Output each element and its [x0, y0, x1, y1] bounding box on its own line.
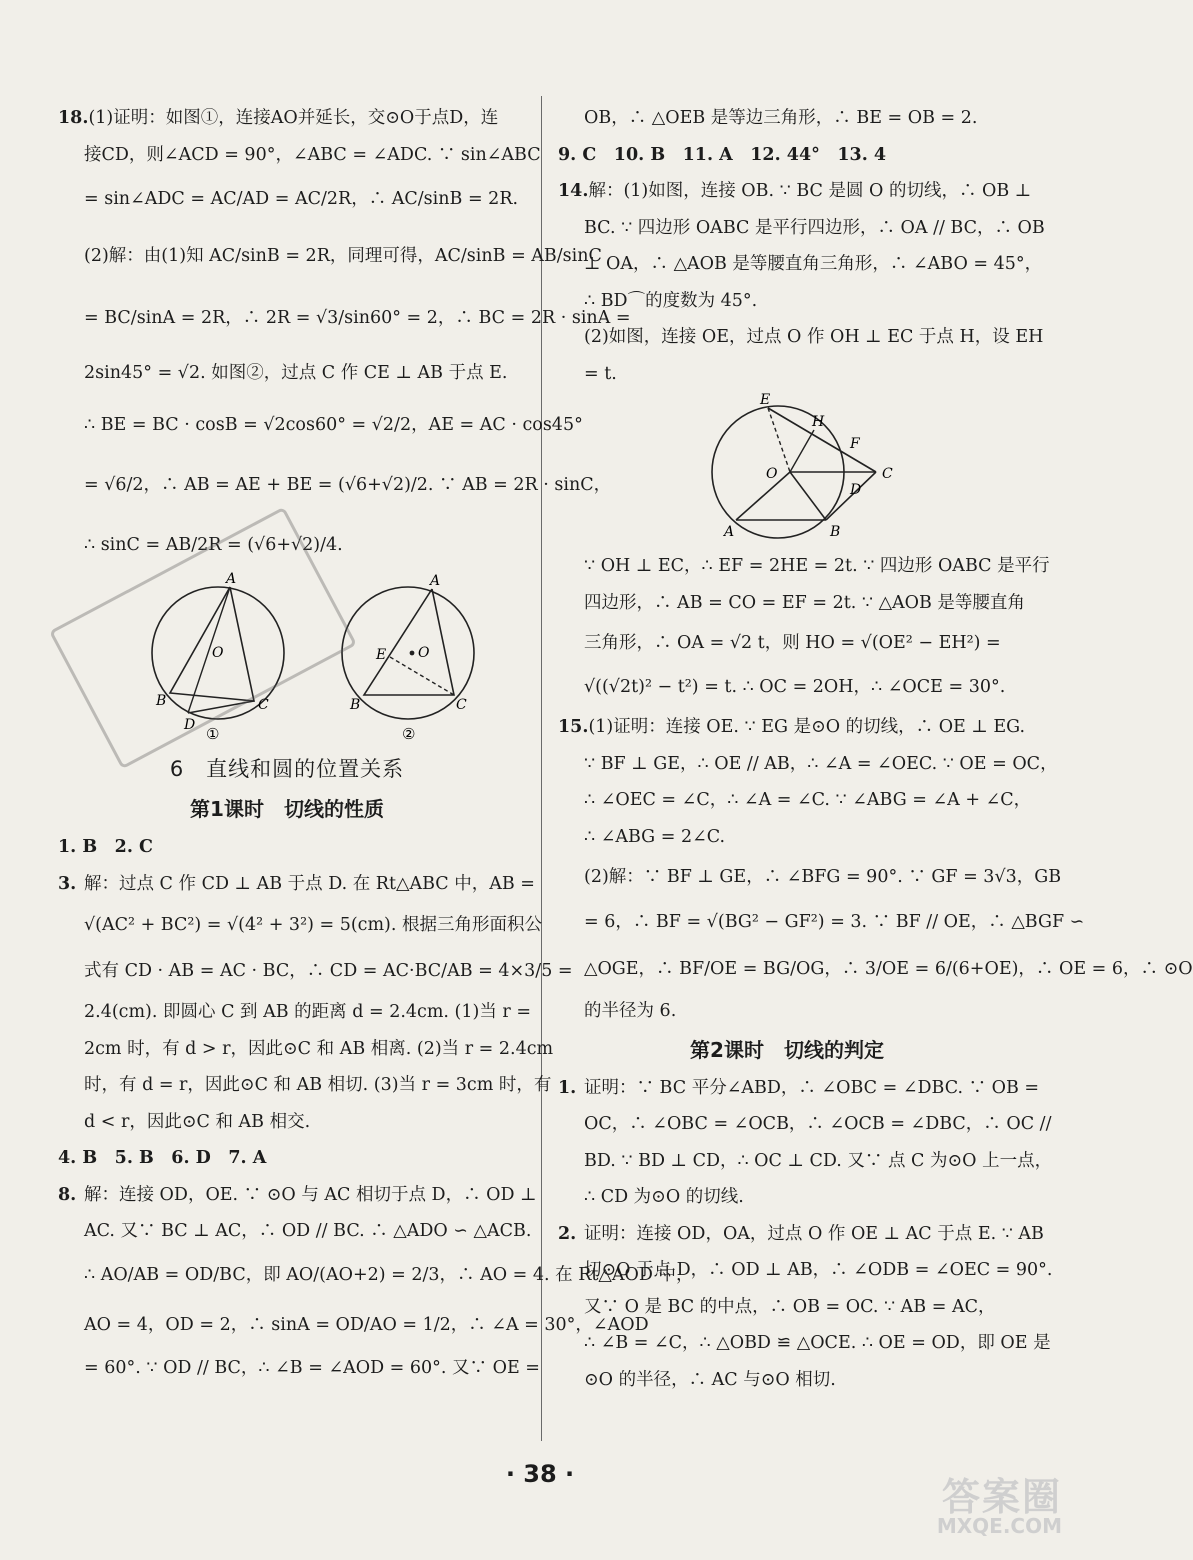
text-line: ∴ AO/AB = OD/BC，即 AO/(AO+2) = 2/3，∴ AO = 4. 在 Rt△AOD 中，	[84, 1264, 694, 1285]
text-line: 切⊙O 于点 D，∴ OD ⊥ AB，∴ ∠ODB = ∠OEC = 90°.	[584, 1260, 1053, 1280]
label-o: O	[212, 645, 224, 661]
label-c: C	[258, 697, 269, 713]
text-line: = √6/2，∴ AB = AE + BE = (√6+√2)/2. ∵ AB = 2R · sinC，	[84, 475, 612, 495]
problem-15	[558, 709, 1026, 746]
right-column	[558, 100, 1193, 1398]
text-line: 接CD，则∠ACD = 90°，∠ABC = ∠ADC. ∵ sin∠ABC	[84, 144, 541, 165]
label-e: E	[376, 647, 387, 663]
text-line: d < r，因此⊙C 和 AB 相交.	[84, 1111, 311, 1132]
problem-number: 14.	[558, 181, 589, 201]
text-line: = 60°. ∵ OD // BC，∴ ∠B = ∠AOD = 60°. 又∵ OE =	[84, 1357, 540, 1378]
text-line: √(AC² + BC²) = √(4² + 3²) = 5(cm). 根据三角形面积公	[84, 915, 543, 935]
text-line: OC，∴ ∠OBC = ∠OCB，∴ ∠OCB = ∠DBC，∴ OC //	[584, 1114, 1052, 1134]
text-line: 解：(1)如图，连接 OB. ∵ BC 是圆 O 的切线，∴ OB ⊥	[588, 181, 1032, 201]
text-line: (2)解：∵ BF ⊥ GE，∴ ∠BFG = 90°. ∵ GF = 3√3，GB	[584, 867, 1062, 887]
text-line: = 6，∴ BF = √(BG² − GF²) = 3. ∵ BF // OE，∴ △BGF ∽	[584, 912, 1085, 932]
problem-number: 3.	[58, 873, 77, 894]
figure-2	[342, 573, 474, 743]
label-f: F	[850, 436, 860, 452]
answer-row: 1. B 2. C	[58, 837, 153, 857]
problem-14	[558, 173, 1032, 210]
text-line: (2)解：由(1)知 AC/sinB = 2R，同理可得，AC/sinB = AB/sinC	[84, 246, 602, 266]
label-c: C	[882, 466, 893, 482]
figure-caption: ①	[206, 725, 220, 743]
label-o: O	[766, 466, 778, 482]
text-line: = sin∠ADC = AC/AD = AC/2R，∴ AC/sinB = 2R.	[84, 189, 519, 209]
text-line: AC. 又∵ BC ⊥ AC，∴ OD // BC. ∴ △ADO ∽ △ACB.	[84, 1221, 532, 1241]
figure-caption: ②	[402, 725, 416, 743]
logo-domain: MXQE.COM	[936, 1514, 1062, 1538]
question-1	[558, 1070, 1040, 1107]
text-line: OB，∴ △OEB 是等边三角形，∴ BE = OB = 2.	[584, 108, 978, 128]
problem-number: 1.	[558, 1077, 577, 1098]
label-b: B	[350, 697, 361, 713]
question-2	[558, 1216, 1044, 1253]
text-line: (2)如图，连接 OE，过点 O 作 OH ⊥ EC 于点 H，设 EH	[584, 327, 1044, 347]
text-line: ∴ ∠OEC = ∠C，∴ ∠A = ∠C. ∵ ∠ABG = ∠A + ∠C，	[584, 790, 1032, 810]
label-b: B	[156, 693, 167, 709]
problem-number: 8.	[58, 1184, 77, 1205]
text-line: ∵ OH ⊥ EC，∴ EF = 2HE = 2t. ∵ 四边形 OABC 是平行	[584, 556, 1050, 576]
text-line: ∵ BF ⊥ GE，∴ OE // AB，∴ ∠A = ∠OEC. ∵ OE = OC，	[584, 753, 1058, 774]
page-number: · 38 ·	[505, 1460, 575, 1488]
label-o: O	[418, 645, 430, 661]
text-line: = t.	[584, 363, 617, 384]
text-line: 证明：∵ BC 平分∠ABD，∴ ∠OBC = ∠DBC. ∵ OB =	[584, 1077, 1040, 1098]
text-line: ∴ ∠ABG = 2∠C.	[584, 826, 726, 847]
label-e: E	[760, 392, 771, 408]
text-line: 2.4(cm). 即圆心 C 到 AB 的距离 d = 2.4cm. (1)当 r =	[84, 1002, 531, 1022]
text-line: (1)证明：连接 OE. ∵ EG 是⊙O 的切线，∴ OE ⊥ EG.	[588, 717, 1026, 737]
text-line: 时，有 d = r，因此⊙C 和 AB 相切. (3)当 r = 3cm 时，有	[84, 1075, 552, 1095]
text-line: ∴ CD 为⊙O 的切线.	[584, 1187, 744, 1207]
label-d: D	[184, 717, 196, 733]
label-a: A	[430, 573, 441, 589]
problem-8	[58, 1177, 537, 1214]
section-title: 6 直线和圆的位置关系	[169, 757, 405, 781]
text-line: 又∵ O 是 BC 的中点，∴ OB = OC. ∵ AB = AC，	[584, 1296, 996, 1317]
lesson-title: 第2课时 切线的判定	[690, 1037, 884, 1062]
text-line: ∴ BE = BC · cosB = √2cos60° = √2/2，AE = AC · cos45°	[84, 415, 583, 435]
text-line: 解：连接 OD，OE. ∵ ⊙O 与 AC 相切于点 D，∴ OD ⊥	[84, 1184, 537, 1205]
problem-number: 15.	[558, 717, 589, 737]
text-line: = BC/sinA = 2R，∴ 2R = √3/sin60° = 2，∴ BC = 2R · sinA =	[84, 308, 631, 328]
problem-number: 2.	[558, 1223, 577, 1244]
logo-text: 答案圈	[941, 1475, 1062, 1519]
text-line: ∴ sinC = AB/2R = (√6+√2)/4.	[84, 535, 343, 555]
text-line: △OGE，∴ BF/OE = BG/OG，∴ 3/OE = 6/(6+OE)，∴ OE = 6，∴ ⊙O	[584, 959, 1193, 979]
text-line: 三角形，∴ OA = √2 t，则 HO = √(OE² − EH²) =	[584, 633, 1001, 653]
text-line: 2cm 时，有 d > r，因此⊙C 和 AB 相离. (2)当 r = 2.4cm	[84, 1038, 554, 1059]
text-line: AO = 4，OD = 2，∴ sinA = OD/AO = 1/2，∴ ∠A = 30°，∠AOD	[84, 1314, 649, 1335]
problem-18	[58, 100, 516, 137]
figure-14	[558, 392, 1016, 548]
text-line: (1)证明：如图①，连接AO并延长，交⊙O于点D，连	[88, 108, 499, 128]
text-line: 证明：连接 OD，OA，过点 O 作 OE ⊥ AC 于点 E. ∵ AB	[584, 1223, 1044, 1244]
label-d: D	[850, 482, 862, 498]
problem-3	[58, 866, 535, 903]
lesson-title: 第1课时 切线的性质	[190, 797, 384, 821]
text-line: ∴ BD⌒的度数为 45°.	[584, 290, 758, 311]
text-line: 四边形，∴ AB = CO = EF = 2t. ∵ △AOB 是等腰直角	[584, 592, 1025, 613]
label-a: A	[724, 524, 735, 540]
text-line: 式有 CD · AB = AC · BC，∴ CD = AC·BC/AB = 4×3/5 =	[84, 961, 573, 981]
site-logo	[912, 1466, 1062, 1538]
text-line: BD. ∵ BD ⊥ CD，∴ OC ⊥ CD. 又∵ 点 C 为⊙O 上一点，	[584, 1150, 1053, 1171]
text-line: √((√2t)² − t²) = t. ∴ OC = 2OH，∴ ∠OCE = 30°.	[584, 677, 1006, 697]
text-line: BC. ∵ 四边形 OABC 是平行四边形，∴ OA // BC，∴ OB	[584, 217, 1045, 238]
label-a: A	[226, 571, 237, 587]
label-b: B	[830, 524, 841, 540]
answer-row: 9. C 10. B 11. A 12. 44° 13. 4	[558, 144, 887, 165]
text-line: ⊥ OA，∴ △AOB 是等腰直角三角形，∴ ∠ABO = 45°，	[584, 254, 1043, 274]
problem-number: 18.	[58, 108, 89, 128]
label-c: C	[456, 697, 467, 713]
text-line: ∴ ∠B = ∠C，∴ △OBD ≌ △OCE. ∴ OE = OD，即 OE 是	[584, 1333, 1051, 1353]
text-line: 解：过点 C 作 CD ⊥ AB 于点 D. 在 Rt△ABC 中，AB =	[84, 873, 535, 894]
text-line: 的半径为 6.	[584, 1001, 677, 1021]
answer-row: 4. B 5. B 6. D 7. A	[58, 1148, 267, 1168]
label-h: H	[812, 414, 825, 430]
text-line: 2sin45° = √2. 如图②，过点 C 作 CE ⊥ AB 于点 E.	[84, 363, 508, 383]
text-line: ⊙O 的半径，∴ AC 与⊙O 相切.	[584, 1369, 836, 1390]
